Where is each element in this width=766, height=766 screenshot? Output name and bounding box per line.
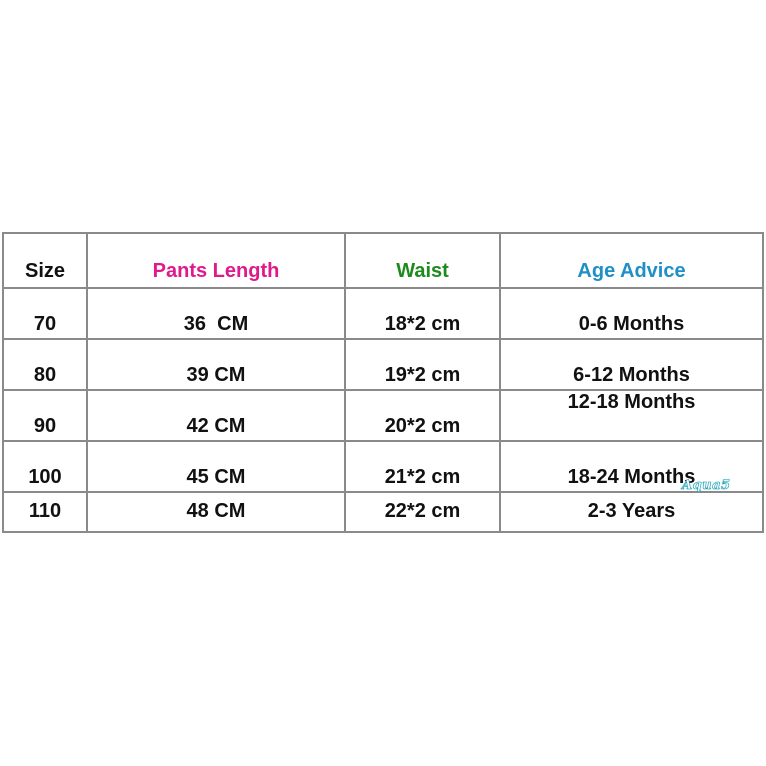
cell-size: 80 [3,339,87,390]
table-row [3,390,763,441]
header-size: Size [3,233,87,288]
header-pants-length: Pants Length [87,233,345,288]
table-row [3,288,763,339]
cell-waist: 18*2 cm [345,288,500,339]
cell-age-advice: 18-24 Months [500,441,763,492]
cell-waist: 20*2 cm [345,390,500,441]
cell-pants-length: 48 CM [87,492,345,532]
cell-pants-length: 42 CM [87,390,345,441]
table-header-row [3,233,763,288]
cell-age-advice: 6-12 Months [500,339,763,390]
size-chart-table [2,232,764,533]
table-row [3,339,763,390]
cell-size: 90 [3,390,87,441]
cell-age-advice: 12-18 Months [500,390,763,441]
cell-size: 100 [3,441,87,492]
header-age-advice: Age Advice [500,233,763,288]
cell-pants-length: 45 CM [87,441,345,492]
cell-pants-length: 36 CM [87,288,345,339]
cell-waist: 22*2 cm [345,492,500,532]
cell-age-advice: 2-3 Years [500,492,763,532]
brand-watermark: Aqua5 [682,478,731,493]
header-waist: Waist [345,233,500,288]
cell-size: 70 [3,288,87,339]
table-row [3,492,763,532]
cell-size: 110 [3,492,87,532]
table-row [3,441,763,492]
cell-pants-length: 39 CM [87,339,345,390]
cell-age-advice: 0-6 Months [500,288,763,339]
cell-waist: 21*2 cm [345,441,500,492]
cell-waist: 19*2 cm [345,339,500,390]
